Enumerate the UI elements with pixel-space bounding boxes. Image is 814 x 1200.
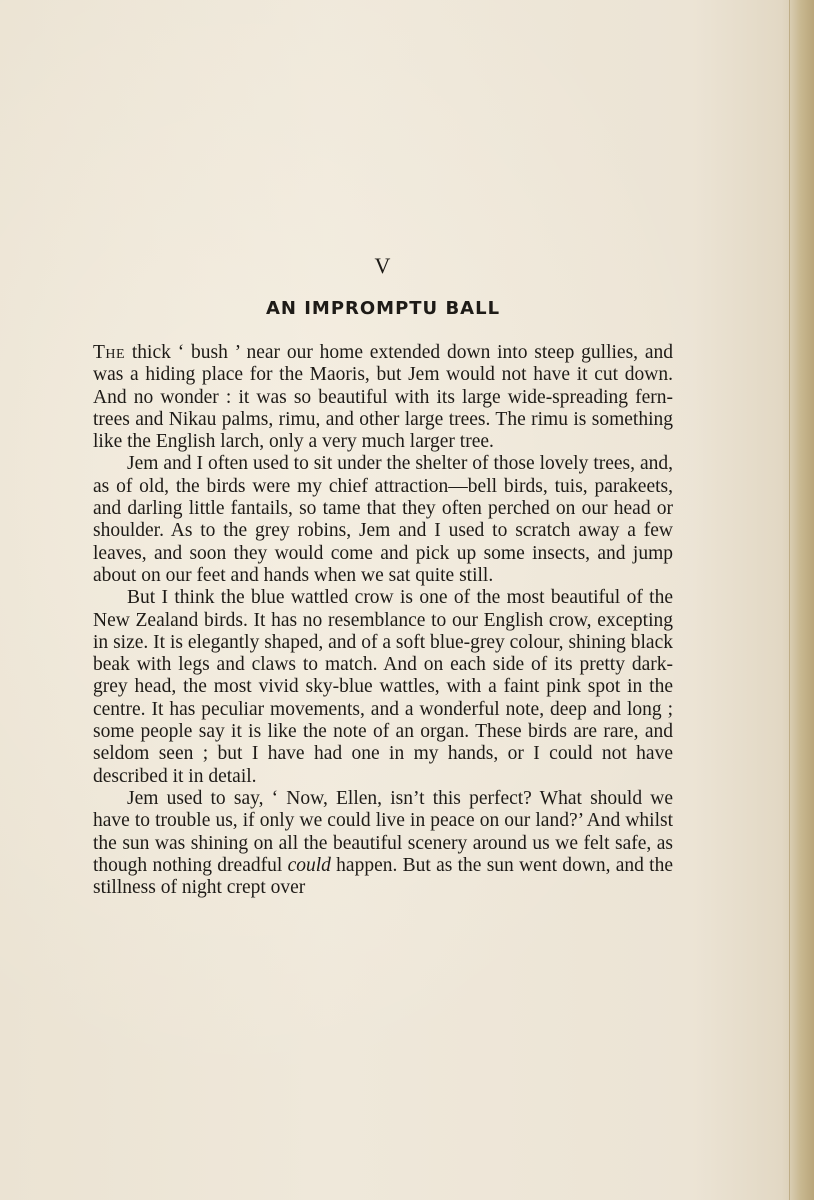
paragraph-lead-word: The bbox=[93, 342, 126, 363]
paragraph-4-text-after: happen. But as the sun went down, and the stillness of night crept over bbox=[93, 854, 674, 899]
chapter-number: V bbox=[374, 253, 392, 278]
page-edge bbox=[789, 0, 814, 1200]
emphasized-word: could bbox=[287, 854, 331, 876]
paragraph-3: But I think the blue wattled crow is one of the most beautiful of the New Zealand birds. It has no resemblance to our English crow, excepting in size. It is elegantly shaped, and of a soft blue-grey colour, shining black beak with legs and claws to match. And on each side of its pretty dark-grey head, the most vivid sky-blue wattles, with a faint pink spot in the centre. It has peculiar movements, and a wonderful note, deep and long ; some people say it is like the note of an organ. These birds are rare, and seldom seen ; but I have had one in my hands, or I could not have described it in detail. bbox=[93, 587, 673, 787]
paragraph-1-text: thick ‘ bush ’ near our home extended down into steep gullies, and was a hiding place for the Maoris, but Jem would not have it cut down. And no wonder : it was so beautiful with its large wide-spreading fern-trees and Nikau palms, rimu, and other large trees. The rimu is something like the English larch, only a very much larger tree. bbox=[93, 342, 673, 453]
paragraph-4 bbox=[93, 788, 673, 899]
chapter-body bbox=[93, 342, 673, 899]
paragraph-2: Jem and I often used to sit under the shelter of those lovely trees, and, as of old, the birds were my chief attraction—bell birds, tuis, parakeets, and darling little fantails, so tame that they often perched on our head or shoulder. As to the grey robins, Jem and I used to scratch away a few leaves, and soon they would come and pick up some insects, and jump about on our feet and hands when we sat quite still. bbox=[93, 453, 673, 586]
paragraph-4-text-before: Jem used to say, ‘ Now, Ellen, isn’t this perfect? What should we have to trouble us, if only we could live in peace on our land?’ And whilst the sun was shining on all the beautiful scenery around us we felt safe, as though nothing dreadful bbox=[93, 787, 673, 876]
chapter-title: AN IMPROMPTU BALL bbox=[265, 298, 501, 319]
paragraph-1 bbox=[93, 342, 673, 453]
